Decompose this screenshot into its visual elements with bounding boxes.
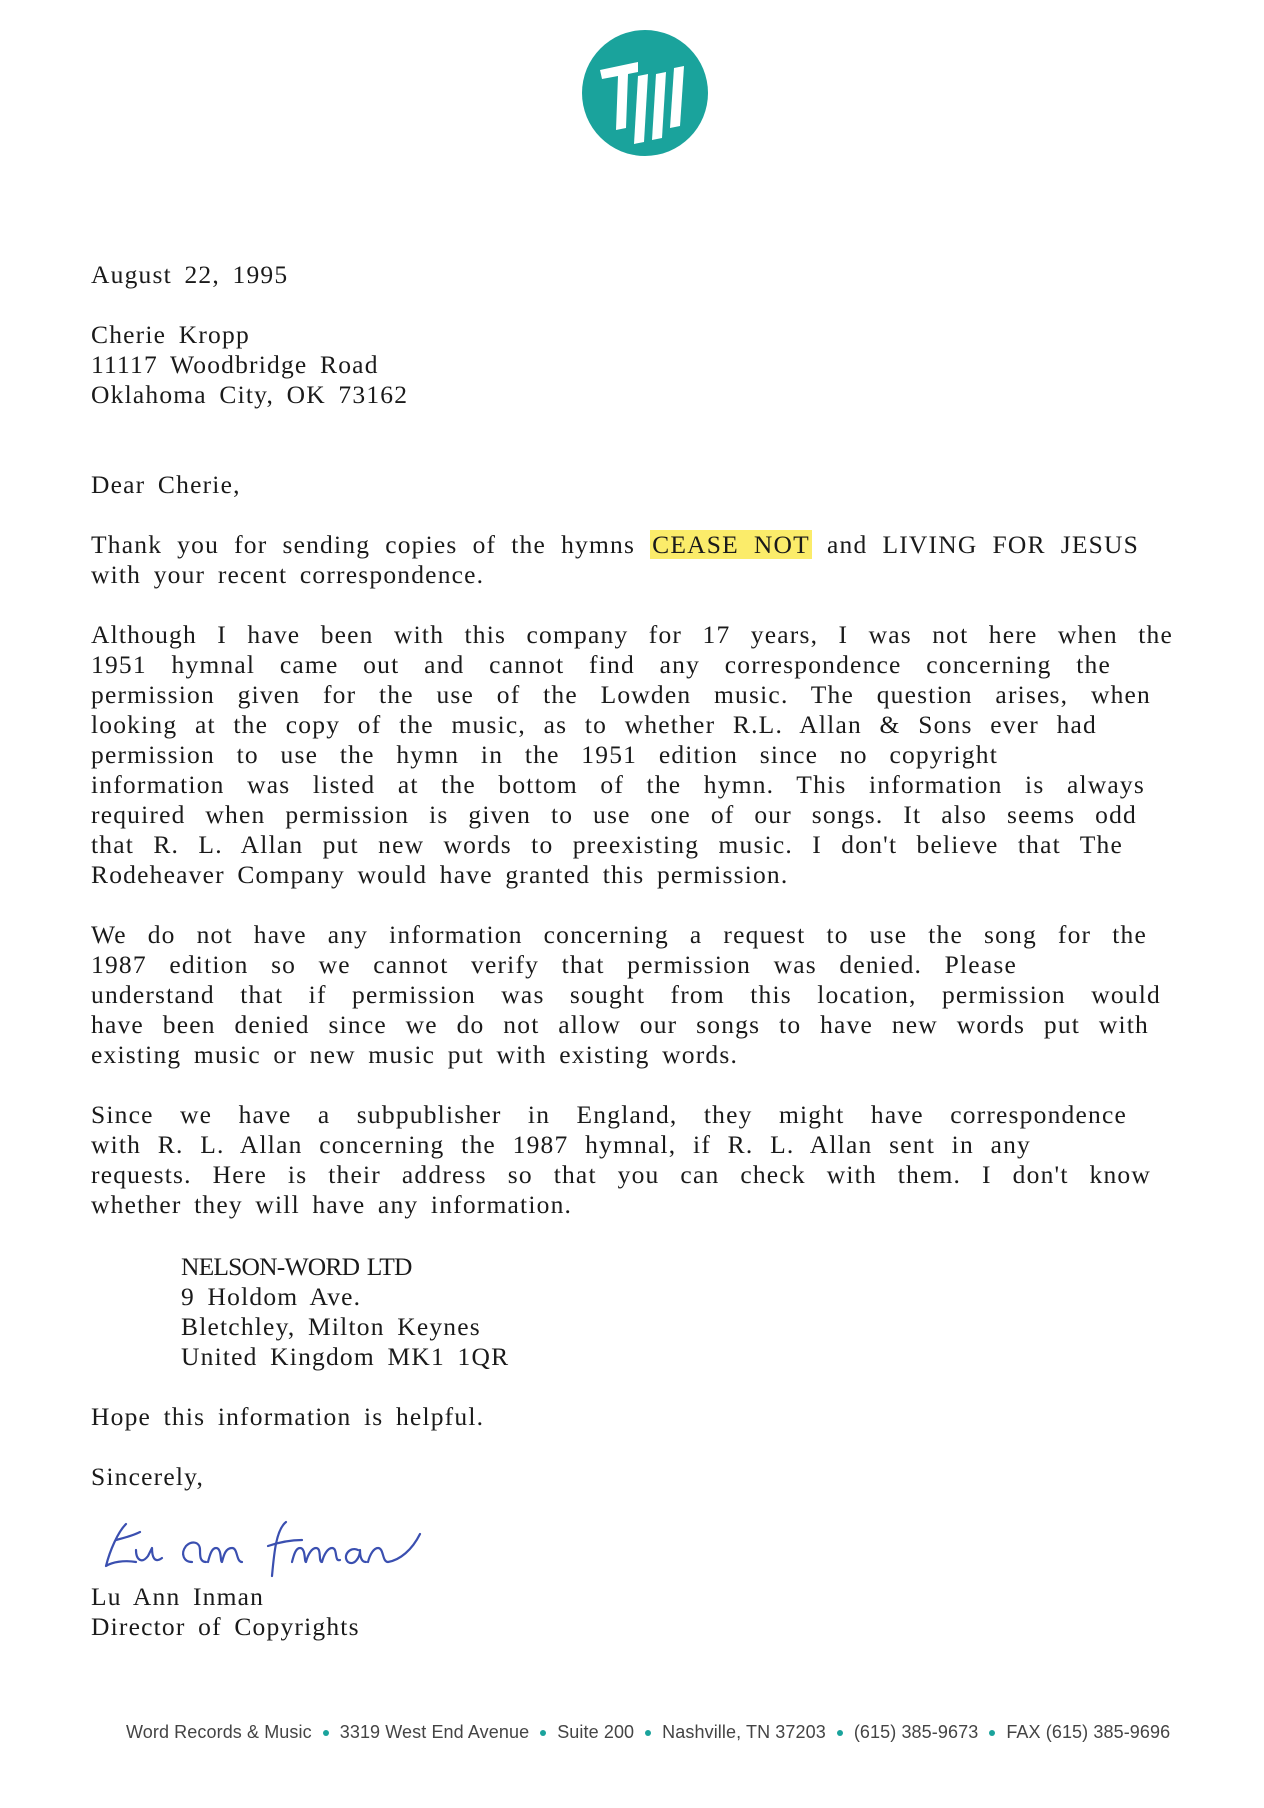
paragraph-2-line: required when permission is given to use one of our songs. It also seems odd bbox=[91, 800, 1137, 829]
paragraph-2-line: Rodeheaver Company would have granted this permission. bbox=[91, 860, 789, 889]
bullet-icon bbox=[323, 1730, 329, 1736]
paragraph-4-line: requests. Here is their address so that you can check with them. I don't know bbox=[91, 1160, 1151, 1189]
letter-date: August 22, 1995 bbox=[91, 260, 289, 289]
paragraph-4-line: with R. L. Allan concerning the 1987 hymnal, if R. L. Allan sent in any bbox=[91, 1130, 1031, 1159]
footer-phone: (615) 385-9673 bbox=[853, 1722, 979, 1742]
footer-street: 3319 West End Avenue bbox=[339, 1722, 530, 1742]
paragraph-4-line: whether they will have any information. bbox=[91, 1190, 573, 1219]
sign-off: Sincerely, bbox=[91, 1462, 205, 1491]
bullet-icon bbox=[540, 1730, 546, 1736]
paragraph-3-line: have been denied since we do not allow our songs to have new words put with bbox=[91, 1010, 1149, 1039]
paragraph-2-line: permission given for the use of the Lowden music. The question arises, when bbox=[91, 680, 1151, 709]
footer-city: Nashville, TN 37203 bbox=[662, 1722, 826, 1742]
closing-line: Hope this information is helpful. bbox=[91, 1402, 485, 1431]
paragraph-3-line: 1987 edition so we cannot verify that permission was denied. Please bbox=[91, 950, 1017, 979]
paragraph-4-line: Since we have a subpublisher in England, they might have correspondence bbox=[91, 1100, 1127, 1129]
paragraph-1-line bbox=[91, 530, 1139, 560]
handwritten-signature bbox=[96, 1510, 480, 1580]
paragraph-4 bbox=[91, 1100, 1151, 1220]
footer-fax: FAX (615) 385-9696 bbox=[1006, 1722, 1171, 1742]
signer-name: Lu Ann Inman bbox=[91, 1582, 265, 1611]
word-logo-icon bbox=[582, 30, 708, 156]
address-country: United Kingdom MK1 1QR bbox=[181, 1342, 510, 1371]
salutation: Dear Cherie, bbox=[91, 470, 241, 499]
footer-suite: Suite 200 bbox=[557, 1722, 635, 1742]
paragraph-2-line: 1951 hymnal came out and cannot find any correspondence concerning the bbox=[91, 650, 1111, 679]
bullet-icon bbox=[837, 1730, 843, 1736]
address-street: 9 Holdom Ave. bbox=[181, 1282, 362, 1311]
paragraph-2-line: looking at the copy of the music, as to whether R.L. Allan & Sons ever had bbox=[91, 710, 1097, 739]
paragraph-3-line: existing music or new music put with existing words. bbox=[91, 1040, 739, 1069]
paragraph-3-line: We do not have any information concerning a request to use the song for the bbox=[91, 920, 1147, 949]
paragraph-2-line: that R. L. Allan put new words to preexisting music. I don't believe that The bbox=[91, 830, 1123, 859]
letterhead-footer bbox=[126, 1722, 1170, 1743]
paragraph-3-line: understand that if permission was sought from this location, permission would bbox=[91, 980, 1161, 1009]
signer-title: Director of Copyrights bbox=[91, 1612, 360, 1641]
paragraph-1 bbox=[91, 530, 1139, 590]
highlighted-hymn-title: CEASE NOT bbox=[652, 530, 810, 559]
paragraph-2-line: information was listed at the bottom of the hymn. This information is always bbox=[91, 770, 1145, 799]
recipient-street: 11117 Woodbridge Road bbox=[91, 350, 379, 379]
address-city: Bletchley, Milton Keynes bbox=[181, 1312, 481, 1341]
paragraph-2-line: permission to use the hymn in the 1951 edition since no copyright bbox=[91, 740, 998, 769]
bullet-icon bbox=[645, 1730, 651, 1736]
paragraph-2 bbox=[91, 620, 1173, 890]
paragraph-2-line: Although I have been with this company for 17 years, I was not here when the bbox=[91, 620, 1173, 649]
paragraph-1-line: with your recent correspondence. bbox=[91, 560, 485, 589]
recipient-city: Oklahoma City, OK 73162 bbox=[91, 380, 409, 409]
recipient-name: Cherie Kropp bbox=[91, 320, 250, 349]
paragraph-1-text: and LIVING FOR JESUS bbox=[826, 530, 1140, 559]
footer-company: Word Records & Music bbox=[126, 1722, 312, 1742]
bullet-icon bbox=[989, 1730, 995, 1736]
address-company: NELSON-WORD LTD bbox=[181, 1252, 412, 1281]
paragraph-3 bbox=[91, 920, 1161, 1070]
paragraph-1-text: Thank you for sending copies of the hymns bbox=[91, 530, 636, 559]
